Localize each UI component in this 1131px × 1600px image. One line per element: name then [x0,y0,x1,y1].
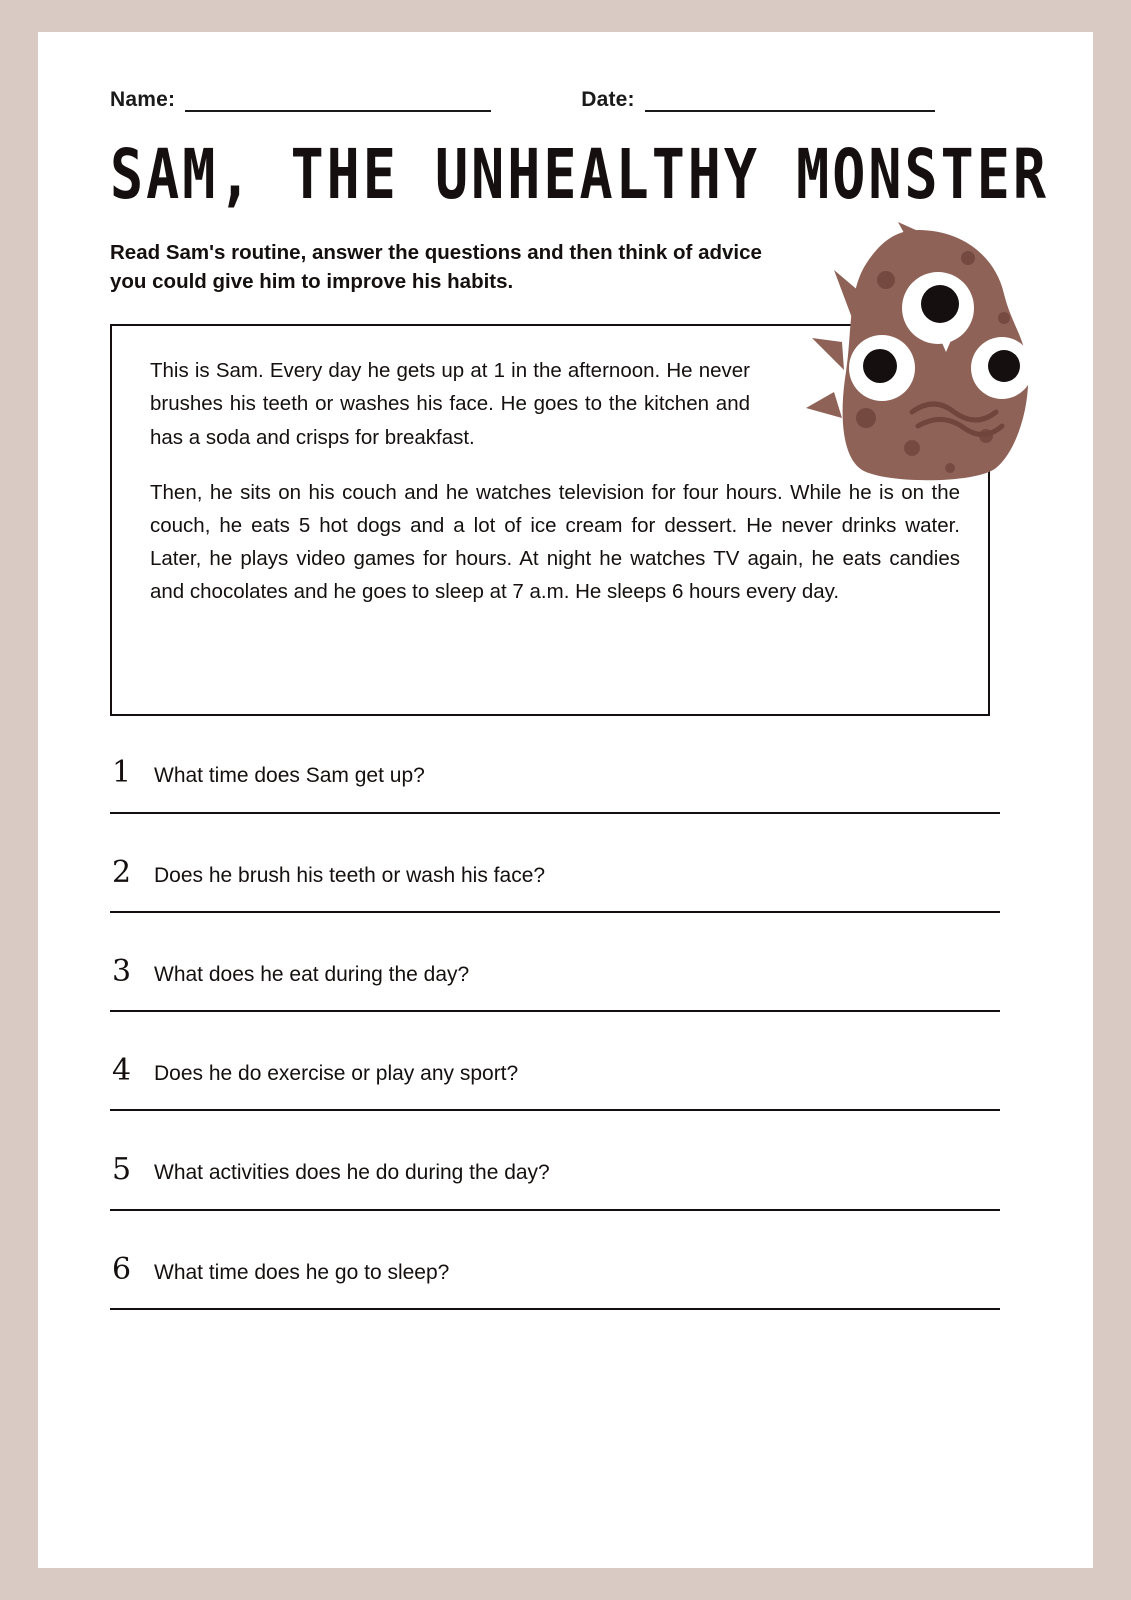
page-title: SAM, THE UNHEALTHY MONSTER [110,134,1049,214]
question-item [110,854,1021,913]
question-number: 4 [112,1053,132,1089]
question-number: 5 [112,1152,132,1188]
questions-list [110,755,1021,1310]
question-text: Does he do exercise or play any sport? [154,1062,519,1086]
question-number: 6 [112,1251,132,1287]
answer-line[interactable] [110,1010,1000,1012]
question-number: 1 [112,755,132,791]
passage-paragraph-2: Then, he sits on his couch and he watches television for four hours. While he is on the couch, he eats 5 hot dogs and a lot of ice cream for dessert. He never drinks water. Later, he plays video games for hours. At night he watches TV again, he eats candies and chocolates and he goes to sleep at 7 a.m. He sleeps 6 hours every day. [150,480,960,604]
worksheet-content [110,80,1049,1354]
question-text: What time does he go to sleep? [154,1260,450,1284]
question-text: What time does Sam get up? [154,764,425,788]
question-row [110,1152,1021,1188]
question-item [110,1152,1021,1210]
monster-icon [790,222,1040,494]
question-item [110,953,1021,1012]
question-row [110,755,1021,791]
question-row [110,1251,1021,1287]
question-number: 2 [112,854,132,890]
answer-line[interactable] [110,812,1000,814]
date-input[interactable] [645,90,935,112]
question-row [110,953,1021,989]
question-row [110,854,1021,890]
question-item [110,1053,1021,1111]
question-item [110,755,1021,813]
answer-line[interactable] [110,1308,1000,1310]
name-label: Name: [110,88,176,111]
question-text: What does he eat during the day? [154,962,470,986]
question-text: What activities does he do during the day? [154,1161,550,1185]
name-input[interactable] [185,90,491,112]
question-text: Does he brush his teeth or wash his face? [154,863,546,887]
answer-line[interactable] [110,1209,1000,1211]
question-number: 3 [112,953,132,989]
name-date-row [110,88,1021,112]
instructions-text: Read Sam's routine, answer the questions and then think of advice you could give him to improve his habits. [110,241,762,294]
answer-line[interactable] [110,911,1000,913]
worksheet-page [38,32,1093,1568]
date-label: Date: [581,88,635,111]
question-row [110,1053,1021,1089]
passage-paragraph-1: This is Sam. Every day he gets up at 1 in the afternoon. He never brushes his teeth or washes his face. He goes to the kitchen and has a soda and crisps for breakfast. [150,359,750,449]
answer-line[interactable] [110,1109,1000,1111]
reading-passage-box [110,324,990,716]
question-item [110,1251,1021,1310]
